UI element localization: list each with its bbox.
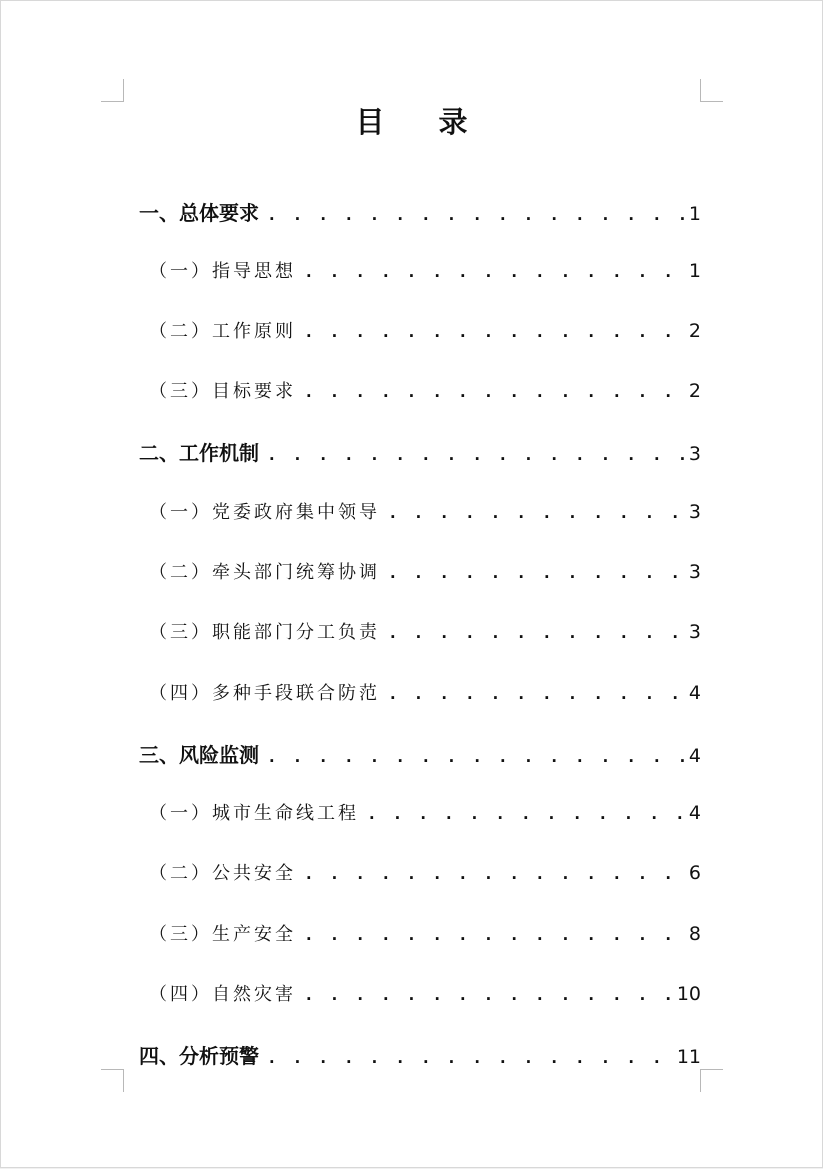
toc-entry-page: 3	[688, 501, 701, 523]
toc-entry-label: 二、工作机制	[139, 441, 259, 465]
toc-leader-dots	[304, 985, 673, 1004]
toc-entry-page: 3	[688, 621, 701, 643]
toc-entry-label: 四、分析预警	[139, 1044, 259, 1068]
toc-leader-dots	[367, 804, 685, 823]
toc-entry-label: 一、总体要求	[139, 201, 259, 225]
toc-entry[interactable]	[139, 618, 701, 646]
toc-leader-dots	[388, 623, 685, 642]
toc-entry-page: 2	[688, 320, 701, 342]
corner-mark-top-left	[101, 79, 124, 102]
toc-entry-label: （二）牵头部门统筹协调	[149, 562, 380, 583]
toc-entry[interactable]	[139, 498, 701, 526]
toc-entry-label: （一）党委政府集中领导	[149, 502, 380, 523]
toc-leader-dots	[304, 322, 685, 341]
toc-entry[interactable]	[139, 377, 701, 405]
toc-entry-page: 4	[688, 745, 701, 767]
toc-entry-label: 三、风险监测	[139, 743, 259, 767]
toc-entry-page: 1	[688, 203, 701, 225]
toc-leader-dots	[388, 503, 685, 522]
toc-entry[interactable]	[139, 980, 701, 1008]
corner-mark-top-right	[700, 79, 723, 102]
toc-leader-dots	[388, 684, 685, 703]
toc-entry[interactable]	[139, 257, 701, 285]
toc-entry-page: 8	[688, 923, 701, 945]
toc-entry-page: 10	[676, 983, 701, 1005]
corner-mark-bottom-right	[700, 1069, 723, 1092]
toc-entry[interactable]	[139, 679, 701, 707]
toc-entry-label: （四）自然灾害	[149, 984, 296, 1005]
toc-entry-label: （二）工作原则	[149, 321, 296, 342]
toc-entry-page: 3	[688, 443, 701, 465]
toc-entry-page: 6	[688, 862, 701, 884]
toc-leader-dots	[388, 563, 685, 582]
toc-entry-page: 11	[676, 1046, 701, 1068]
toc-leader-dots	[304, 864, 685, 883]
toc-leader-dots	[304, 382, 685, 401]
corner-mark-bottom-left	[101, 1069, 124, 1092]
toc-entry-label: （三）生产安全	[149, 924, 296, 945]
toc-leader-dots	[267, 205, 685, 224]
toc-entry-label: （三）目标要求	[149, 381, 296, 402]
toc-entry[interactable]	[139, 799, 701, 827]
toc-entry[interactable]	[139, 437, 701, 465]
toc-entry[interactable]	[139, 1040, 701, 1068]
toc-entry-label: （四）多种手段联合防范	[149, 683, 380, 704]
toc-entry-label: （一）指导思想	[149, 261, 296, 282]
toc-entry-page: 4	[688, 682, 701, 704]
toc-entry[interactable]	[139, 859, 701, 887]
toc-entry[interactable]	[139, 558, 701, 586]
toc-title: 目 录	[355, 105, 490, 139]
toc-leader-dots	[267, 1048, 673, 1067]
toc-entry-page: 1	[688, 260, 701, 282]
toc-entry-page: 4	[688, 802, 701, 824]
toc-entry[interactable]	[139, 920, 701, 948]
toc-entry-label: （二）公共安全	[149, 863, 296, 884]
toc-leader-dots	[267, 747, 685, 766]
toc-leader-dots	[304, 262, 685, 281]
toc-leader-dots	[267, 445, 685, 464]
toc-leader-dots	[304, 925, 685, 944]
toc-entry[interactable]	[139, 739, 701, 767]
toc-entry-label: （三）职能部门分工负责	[149, 622, 380, 643]
toc-entry[interactable]	[139, 317, 701, 345]
toc-entry-page: 3	[688, 561, 701, 583]
toc-entry[interactable]	[139, 197, 701, 225]
toc-entry-page: 2	[688, 380, 701, 402]
toc-entry-label: （一）城市生命线工程	[149, 803, 359, 824]
